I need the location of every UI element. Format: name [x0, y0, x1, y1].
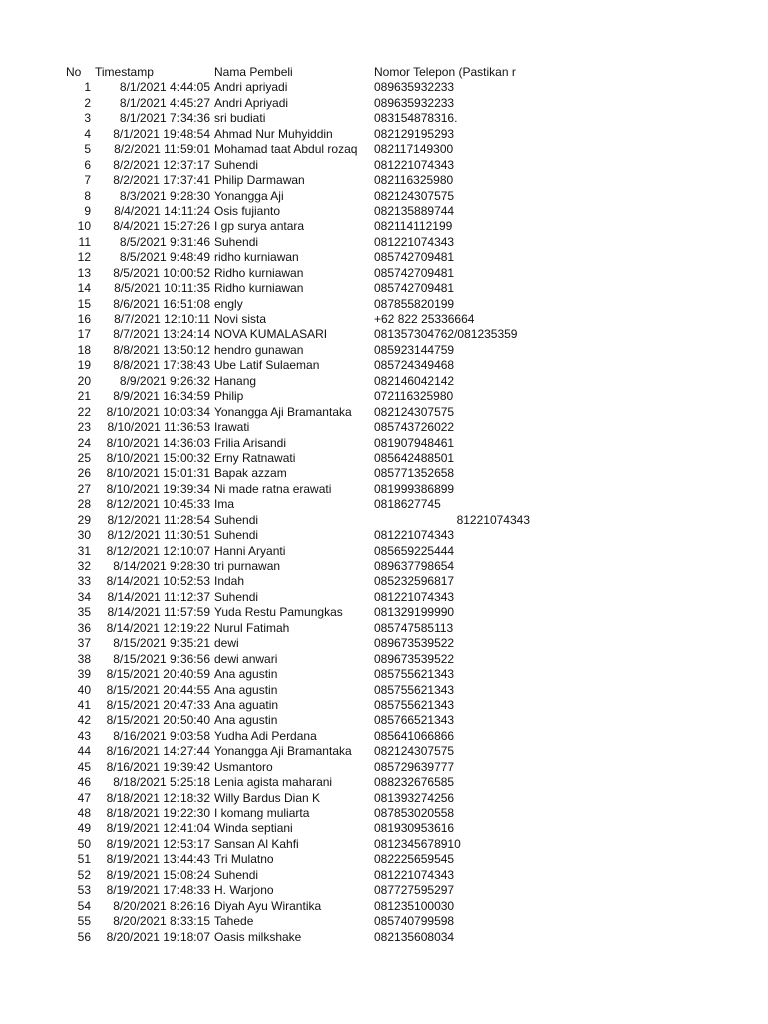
row-number: 49	[77, 821, 91, 836]
row-buyer-name: Suhendi	[214, 589, 259, 604]
row-phone-number: 082135889744	[374, 203, 455, 218]
row-buyer-name: Indah	[214, 574, 245, 589]
row-timestamp: 8/15/2021 20:40:59	[106, 667, 210, 682]
table-row	[0, 667, 768, 682]
table-row	[0, 204, 768, 219]
row-number: 4	[84, 126, 91, 141]
row-buyer-name: Hanang	[214, 373, 257, 388]
data-sheet	[0, 65, 768, 945]
row-phone-number: 083154878316.	[374, 111, 458, 126]
row-buyer-name: Philip Darmawan	[214, 173, 305, 188]
row-number: 7	[84, 173, 91, 188]
row-buyer-name: Suhendi	[214, 867, 259, 882]
row-phone-number: 082124307575	[374, 744, 455, 759]
table-row	[0, 590, 768, 605]
row-number: 27	[77, 481, 91, 496]
row-phone-number: 085747585113	[374, 620, 454, 635]
row-phone-number: 085742709481	[374, 250, 455, 265]
row-buyer-name: ridho kurniawan	[214, 250, 299, 265]
row-number: 13	[77, 265, 91, 280]
row-number: 39	[77, 667, 91, 682]
row-timestamp: 8/1/2021 7:34:36	[119, 111, 210, 126]
row-timestamp: 8/18/2021 12:18:32	[106, 790, 210, 805]
row-buyer-name: Bapak azzam	[214, 466, 287, 481]
table-row	[0, 883, 768, 898]
row-number: 41	[77, 697, 91, 712]
row-number: 9	[84, 203, 91, 218]
table-row	[0, 837, 768, 852]
row-buyer-name: engly	[214, 296, 243, 311]
row-buyer-name: Yonangga Aji Bramantaka	[214, 404, 352, 419]
table-row	[0, 173, 768, 188]
row-number: 55	[77, 914, 91, 929]
row-number: 32	[77, 559, 91, 573]
row-phone-number: 081221074343	[374, 589, 455, 604]
table-body	[0, 80, 768, 945]
row-timestamp: 8/12/2021 10:45:33	[106, 497, 210, 512]
row-phone-number: 087727595297	[374, 883, 455, 898]
row-timestamp: 8/12/2021 11:30:51	[107, 528, 210, 543]
row-phone-number: 085766521343	[374, 713, 455, 728]
row-timestamp: 8/8/2021 17:38:43	[113, 358, 210, 373]
row-timestamp: 8/20/2021 8:33:15	[113, 914, 210, 929]
table-row	[0, 142, 768, 157]
row-buyer-name: Lenia agista maharani	[214, 775, 333, 790]
row-phone-number: 085755621343	[374, 697, 455, 712]
row-phone-number: 089673539522	[374, 651, 455, 666]
row-number: 28	[77, 497, 91, 512]
table-row	[0, 497, 768, 512]
row-number: 29	[77, 512, 91, 527]
row-timestamp: 8/12/2021 11:28:54	[107, 512, 210, 527]
row-buyer-name: Suhendi	[214, 528, 259, 543]
table-row	[0, 158, 768, 173]
row-timestamp: 8/14/2021 12:19:22	[106, 620, 210, 635]
row-number: 50	[77, 836, 91, 851]
row-number: 53	[77, 883, 91, 898]
row-number: 47	[77, 790, 91, 805]
table-row	[0, 559, 768, 574]
table-row	[0, 436, 768, 451]
row-buyer-name: Willy Bardus Dian K	[214, 790, 321, 805]
table-row	[0, 389, 768, 404]
table-row	[0, 189, 768, 204]
row-buyer-name: Winda septiani	[214, 821, 293, 836]
row-buyer-name: hendro gunawan	[214, 342, 304, 357]
row-buyer-name: Ridho kurniawan	[214, 265, 304, 280]
row-buyer-name: Ana agustin	[214, 713, 278, 728]
row-phone-number: 087855820199	[374, 296, 455, 311]
row-timestamp: 8/15/2021 20:47:33	[106, 697, 210, 712]
row-number: 11	[78, 234, 91, 249]
row-phone-number: 082129195293	[374, 126, 455, 141]
row-buyer-name: Ana aguatin	[214, 697, 279, 712]
row-timestamp: 8/7/2021 13:24:14	[113, 327, 210, 342]
row-number: 40	[77, 682, 91, 697]
row-phone-number: 081907948461	[374, 435, 455, 450]
row-number: 51	[77, 852, 91, 867]
row-buyer-name: NOVA KUMALASARI	[214, 327, 328, 342]
row-buyer-name: Ube Latif Sulaeman	[214, 358, 320, 373]
row-number: 12	[77, 250, 91, 265]
row-phone-number: 085771352658	[374, 466, 455, 481]
row-phone-number: 085724349468	[374, 358, 455, 373]
row-phone-number: 081221074343	[374, 867, 455, 882]
table-row	[0, 605, 768, 620]
table-row	[0, 374, 768, 389]
table-row	[0, 482, 768, 497]
row-timestamp: 8/20/2021 19:18:07	[106, 929, 210, 944]
row-phone-number: 082124307575	[374, 404, 455, 419]
row-phone-number: 081357304762/081235359	[374, 327, 518, 342]
row-timestamp: 8/19/2021 13:44:43	[106, 852, 210, 867]
row-buyer-name: Ana agustin	[214, 682, 278, 697]
row-phone-number: 081999386899	[374, 481, 455, 496]
row-number: 33	[77, 574, 91, 589]
table-row	[0, 930, 768, 945]
row-phone-number: 088232676585	[374, 775, 455, 790]
row-phone-number: 085729639777	[374, 759, 455, 774]
row-phone-number: 085923144759	[374, 342, 455, 357]
row-phone-number: 085232596817	[374, 574, 455, 589]
row-timestamp: 8/10/2021 11:36:53	[107, 420, 210, 435]
table-row	[0, 683, 768, 698]
header-no: No	[66, 65, 82, 79]
row-number: 38	[77, 651, 91, 666]
row-phone-number: +62 822 25336664	[374, 312, 475, 326]
row-number: 2	[84, 95, 91, 110]
table-row	[0, 219, 768, 234]
table-row	[0, 312, 768, 327]
row-phone-number: 085740799598	[374, 914, 455, 929]
table-row	[0, 528, 768, 543]
row-phone-number: 081930953616	[374, 821, 455, 836]
table-row	[0, 729, 768, 744]
row-buyer-name: Frilia Arisandi	[214, 435, 287, 450]
row-number: 18	[77, 342, 91, 357]
row-phone-number: 081235100030	[374, 898, 455, 913]
row-number: 25	[77, 450, 91, 465]
row-phone-number: 082135608034	[374, 929, 455, 944]
row-buyer-name: Suhendi	[214, 157, 259, 172]
row-buyer-name: Diyah Ayu Wirantika	[214, 898, 322, 913]
row-phone-number: 085659225444	[374, 543, 455, 558]
row-timestamp: 8/15/2021 20:50:40	[106, 713, 210, 728]
row-phone-number: 0818627745	[374, 497, 441, 512]
row-number: 43	[77, 728, 91, 743]
row-number: 19	[77, 358, 91, 373]
row-timestamp: 8/1/2021 19:48:54	[113, 126, 210, 141]
row-buyer-name: Ana agustin	[214, 667, 278, 682]
table-row	[0, 852, 768, 867]
table-row	[0, 636, 768, 651]
table-row	[0, 96, 768, 111]
table-row	[0, 281, 768, 296]
row-buyer-name: Philip	[214, 389, 244, 404]
row-number: 10	[77, 219, 91, 234]
row-number: 44	[77, 744, 91, 759]
table-row	[0, 868, 768, 883]
row-buyer-name: Andri apriyadi	[214, 80, 288, 95]
row-phone-number: 089635932233	[374, 95, 455, 110]
row-timestamp: 8/14/2021 9:28:30	[113, 559, 210, 573]
row-buyer-name: sri budiati	[214, 111, 266, 126]
row-number: 1	[84, 80, 91, 95]
row-phone-number: 082225659545	[374, 852, 455, 867]
table-row	[0, 744, 768, 759]
row-number: 23	[77, 420, 91, 435]
header-timestamp: Timestamp	[95, 65, 154, 79]
row-phone-number: 081393274256	[374, 790, 455, 805]
row-timestamp: 8/3/2021 9:28:30	[119, 188, 210, 203]
row-buyer-name: Ridho kurniawan	[214, 281, 304, 296]
table-row	[0, 358, 768, 373]
row-phone-number: 089673539522	[374, 636, 455, 651]
row-number: 17	[77, 327, 91, 342]
row-number: 21	[77, 389, 91, 404]
table-row	[0, 775, 768, 790]
table-row	[0, 544, 768, 559]
table-row	[0, 899, 768, 914]
row-buyer-name: Erny Ratnawati	[214, 450, 296, 465]
row-number: 16	[77, 312, 91, 326]
row-buyer-name: Usmantoro	[214, 759, 273, 774]
table-row	[0, 451, 768, 466]
row-timestamp: 8/16/2021 9:03:58	[113, 728, 210, 743]
row-number: 46	[77, 775, 91, 790]
row-timestamp: 8/19/2021 12:53:17	[106, 836, 210, 851]
row-number: 52	[77, 867, 91, 882]
row-timestamp: 8/5/2021 9:31:46	[119, 234, 210, 249]
row-buyer-name: Mohamad taat Abdul rozaq	[214, 142, 358, 157]
table-row	[0, 760, 768, 775]
row-phone-number: 81221074343	[456, 512, 530, 527]
row-number: 36	[77, 620, 91, 635]
row-number: 48	[77, 806, 91, 820]
row-phone-number: 081329199990	[374, 605, 455, 620]
row-timestamp: 8/20/2021 8:26:16	[113, 898, 210, 913]
row-timestamp: 8/4/2021 15:27:26	[113, 219, 210, 234]
row-phone-number: 085742709481	[374, 281, 455, 296]
row-buyer-name: Suhendi	[214, 234, 259, 249]
table-row	[0, 791, 768, 806]
header-phone-number: Nomor Telepon (Pastikan r	[374, 65, 516, 79]
row-number: 15	[77, 296, 91, 311]
row-timestamp: 8/15/2021 9:36:56	[113, 651, 210, 666]
row-phone-number: 085641066866	[374, 728, 455, 743]
row-number: 8	[84, 188, 91, 203]
row-phone-number: 087853020558	[374, 806, 455, 820]
row-number: 3	[84, 111, 91, 126]
header-row	[0, 65, 768, 80]
row-buyer-name: Yonangga Aji Bramantaka	[214, 744, 352, 759]
header-buyer-name: Nama Pembeli	[214, 65, 293, 79]
row-buyer-name: H. Warjono	[214, 883, 274, 898]
row-timestamp: 8/19/2021 12:41:04	[106, 821, 210, 836]
row-phone-number: 082146042142	[374, 373, 455, 388]
row-buyer-name: Osis fujianto	[214, 203, 281, 218]
row-number: 20	[77, 373, 91, 388]
row-timestamp: 8/15/2021 20:44:55	[106, 682, 210, 697]
row-timestamp: 8/19/2021 17:48:33	[106, 883, 210, 898]
row-buyer-name: Hanni Aryanti	[214, 543, 286, 558]
row-phone-number: 085743726022	[374, 420, 455, 435]
row-timestamp: 8/15/2021 9:35:21	[113, 636, 210, 651]
row-timestamp: 8/10/2021 14:36:03	[106, 435, 210, 450]
table-row	[0, 250, 768, 265]
table-row	[0, 698, 768, 713]
row-number: 30	[77, 528, 91, 543]
row-phone-number: 081221074343	[374, 234, 455, 249]
table-row	[0, 806, 768, 821]
row-timestamp: 8/14/2021 10:52:53	[106, 574, 210, 589]
row-timestamp: 8/16/2021 19:39:42	[106, 759, 210, 774]
row-number: 42	[77, 713, 91, 728]
row-phone-number: 082114112199	[374, 219, 453, 234]
table-row	[0, 821, 768, 836]
row-phone-number: 085642488501	[374, 450, 455, 465]
row-timestamp: 8/14/2021 11:57:59	[107, 605, 210, 620]
table-row	[0, 235, 768, 250]
row-number: 31	[77, 543, 91, 558]
row-phone-number: 082124307575	[374, 188, 455, 203]
row-number: 5	[84, 142, 91, 157]
row-number: 22	[77, 404, 91, 419]
row-timestamp: 8/19/2021 15:08:24	[106, 867, 210, 882]
row-buyer-name: I komang muliarta	[214, 806, 310, 820]
row-phone-number: 082117149300	[374, 142, 454, 157]
row-buyer-name: Ahmad Nur Muhyiddin	[214, 126, 333, 141]
row-buyer-name: Sansan Al Kahfi	[214, 836, 299, 851]
row-timestamp: 8/9/2021 16:34:59	[113, 389, 210, 404]
row-buyer-name: Tri Mulatno	[214, 852, 274, 867]
row-buyer-name: tri purnawan	[214, 559, 281, 573]
row-buyer-name: Oasis milkshake	[214, 929, 302, 944]
row-phone-number: 072116325980	[374, 389, 454, 404]
row-buyer-name: Ni made ratna erawati	[214, 481, 332, 496]
row-phone-number: 085742709481	[374, 265, 455, 280]
row-timestamp: 8/7/2021 12:10:11	[114, 312, 210, 326]
row-phone-number: 0812345678910	[374, 836, 461, 851]
row-timestamp: 8/18/2021 5:25:18	[113, 775, 210, 790]
table-row	[0, 713, 768, 728]
row-phone-number: 081221074343	[374, 528, 455, 543]
table-row	[0, 513, 768, 528]
row-timestamp: 8/2/2021 17:37:41	[113, 173, 210, 188]
row-phone-number: 085755621343	[374, 667, 455, 682]
row-timestamp: 8/10/2021 19:39:34	[106, 481, 210, 496]
row-buyer-name: Suhendi	[214, 512, 259, 527]
row-buyer-name: Novi sista	[214, 312, 267, 326]
row-timestamp: 8/5/2021 10:11:35	[114, 281, 210, 296]
table-row	[0, 466, 768, 481]
table-row	[0, 297, 768, 312]
row-number: 45	[77, 759, 91, 774]
row-buyer-name: Yonangga Aji	[214, 188, 284, 203]
row-timestamp: 8/9/2021 9:26:32	[119, 373, 210, 388]
row-buyer-name: dewi	[214, 636, 239, 651]
row-timestamp: 8/5/2021 10:00:52	[113, 265, 210, 280]
row-buyer-name: Irawati	[214, 420, 250, 435]
row-buyer-name: I gp surya antara	[214, 219, 305, 234]
row-timestamp: 8/10/2021 15:00:32	[106, 450, 210, 465]
table-row	[0, 343, 768, 358]
table-row	[0, 127, 768, 142]
row-number: 24	[77, 435, 91, 450]
row-timestamp: 8/16/2021 14:27:44	[106, 744, 210, 759]
row-phone-number: 085755621343	[374, 682, 455, 697]
row-timestamp: 8/1/2021 4:44:05	[119, 80, 210, 95]
row-number: 35	[77, 605, 91, 620]
table-row	[0, 420, 768, 435]
table-row	[0, 266, 768, 281]
row-timestamp: 8/10/2021 10:03:34	[106, 404, 210, 419]
row-timestamp: 8/5/2021 9:48:49	[119, 250, 210, 265]
table-row	[0, 914, 768, 929]
row-buyer-name: Andri Apriyadi	[214, 95, 289, 110]
row-buyer-name: Yuda Restu Pamungkas	[214, 605, 343, 620]
row-timestamp: 8/10/2021 15:01:31	[106, 466, 210, 481]
row-timestamp: 8/14/2021 11:12:37	[107, 589, 210, 604]
row-number: 6	[84, 157, 91, 172]
row-buyer-name: Ima	[214, 497, 235, 512]
row-number: 14	[77, 281, 91, 296]
table-row	[0, 652, 768, 667]
row-number: 56	[77, 929, 91, 944]
table-row	[0, 405, 768, 420]
row-buyer-name: Yudha Adi Perdana	[214, 728, 317, 743]
row-phone-number: 081221074343	[374, 157, 455, 172]
row-buyer-name: Tahede	[214, 914, 254, 929]
row-timestamp: 8/2/2021 12:37:17	[113, 157, 210, 172]
row-number: 34	[77, 589, 91, 604]
table-row	[0, 111, 768, 126]
table-row	[0, 327, 768, 342]
table-row	[0, 574, 768, 589]
row-phone-number: 089637798654	[374, 559, 455, 573]
row-number: 26	[77, 466, 91, 481]
row-phone-number: 089635932233	[374, 80, 455, 95]
row-phone-number: 082116325980	[374, 173, 454, 188]
row-buyer-name: Nurul Fatimah	[214, 620, 290, 635]
row-number: 54	[77, 898, 91, 913]
row-timestamp: 8/6/2021 16:51:08	[113, 296, 210, 311]
row-timestamp: 8/12/2021 12:10:07	[106, 543, 210, 558]
row-timestamp: 8/8/2021 13:50:12	[113, 342, 210, 357]
row-timestamp: 8/2/2021 11:59:01	[114, 142, 210, 157]
table-row	[0, 80, 768, 95]
row-buyer-name: dewi anwari	[214, 651, 278, 666]
row-number: 37	[77, 636, 91, 651]
row-timestamp: 8/4/2021 14:11:24	[114, 203, 210, 218]
table-row	[0, 621, 768, 636]
row-timestamp: 8/1/2021 4:45:27	[119, 95, 210, 110]
row-timestamp: 8/18/2021 19:22:30	[106, 806, 210, 820]
